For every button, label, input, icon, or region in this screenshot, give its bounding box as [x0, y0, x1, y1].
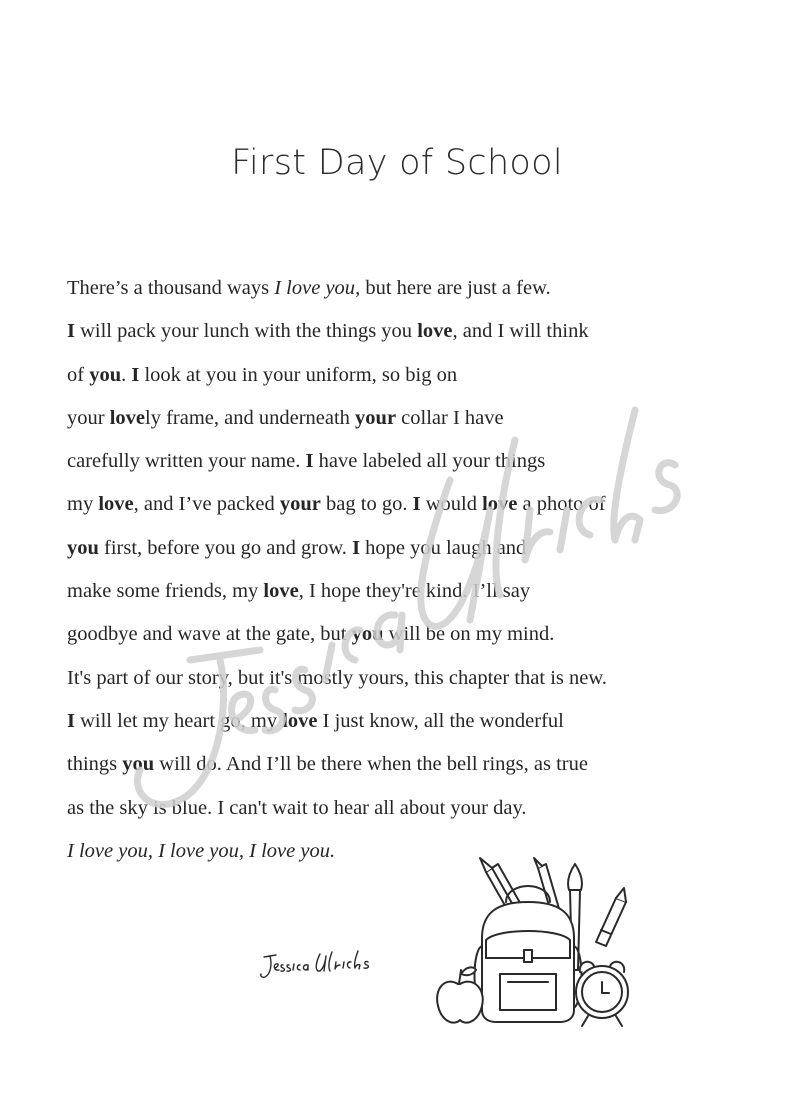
poem-text-run: ly frame, and underneath	[145, 406, 356, 429]
poem-line	[67, 618, 727, 661]
poem-text-run: will let my heart go, my	[74, 709, 283, 732]
backpack-icon	[475, 886, 582, 1022]
poem-text-run: you	[351, 623, 384, 646]
poem-line	[67, 748, 727, 791]
poem-line	[67, 402, 727, 445]
poem-line	[67, 272, 727, 315]
poem-text-run: will do. And I’ll be there when the bell rings, as true	[154, 753, 588, 776]
poem-text-run: There’s a thousand ways	[67, 277, 275, 299]
poem-text-run: you	[122, 753, 155, 776]
poem-text-run: .	[121, 363, 132, 386]
poem-text-run: will be on my mind.	[383, 623, 555, 646]
school-supplies-illustration	[428, 850, 648, 1030]
poem-line	[67, 792, 727, 835]
page-title: First Day of School	[231, 143, 563, 183]
poem-line	[67, 445, 727, 488]
poem-text-run: of	[67, 363, 90, 386]
poem-line	[67, 705, 727, 748]
poem-text-run: , and I’ve packed	[133, 493, 280, 516]
poem-text-run: your	[67, 406, 110, 429]
poem-text-run: goodbye and wave at the gate, but	[67, 623, 352, 646]
poem-text-run: a photo of	[517, 493, 606, 516]
poem-text-run: , I hope they're kind. I’ll say	[298, 580, 531, 603]
author-signature	[258, 948, 378, 984]
poem-text-run: I	[305, 450, 314, 473]
poem-text-run: make some friends, my	[67, 580, 264, 603]
poem-text-run: I	[67, 709, 75, 732]
poem-text-run: hope you laugh and	[360, 536, 527, 559]
poem-text-run: your	[279, 493, 321, 516]
poem-text-run: bag to go.	[320, 493, 413, 516]
poem-text-run: would	[420, 493, 483, 516]
poem-line	[67, 662, 727, 705]
poem-text-run: first, before you go and grow.	[98, 536, 353, 559]
poem-line	[67, 575, 727, 618]
poem-text-run: I love you	[274, 277, 356, 299]
poem-text-run: I	[352, 536, 361, 559]
poem-body	[67, 272, 727, 878]
poem-text-run: love	[482, 493, 518, 516]
poem-text-run: my	[67, 493, 99, 516]
poem-line	[67, 315, 727, 358]
alarm-clock-icon	[576, 962, 628, 1026]
poem-line	[67, 532, 727, 575]
poem-text-run: collar I have	[396, 406, 504, 429]
crayon-icon	[596, 888, 626, 946]
poem-text-run: It's part of our story, but it's mostly yours, this chapter that is new.	[67, 666, 607, 689]
poem-text-run: you	[67, 536, 99, 559]
poem-text-run: , but here are just a few.	[355, 277, 551, 299]
poem-text-run: love	[263, 580, 299, 603]
poem-text-run: your	[355, 406, 397, 429]
poem-text-run: I	[131, 363, 140, 386]
poem-text-run: carefully written your name.	[67, 450, 306, 473]
poem-text-run: I	[412, 493, 421, 516]
poem-line	[67, 488, 727, 531]
poem-text-run: love	[98, 493, 134, 516]
poem-text-run: look at you in your uniform, so big on	[139, 363, 458, 386]
poem-text-run: love	[417, 320, 453, 343]
poem-line	[67, 359, 727, 402]
poem-text-run: things	[67, 753, 123, 776]
poem-text-run: as the sky is blue. I can't wait to hear all about your day.	[67, 796, 527, 819]
poem-text-run: will pack your lunch with the things you	[74, 320, 418, 343]
poem-text-run: love	[282, 709, 318, 732]
poem-text-run: love	[109, 406, 145, 429]
apple-icon	[437, 967, 483, 1022]
poem-text-run: I	[67, 320, 75, 343]
poem-text-run: I just know, all the wonderful	[317, 709, 564, 732]
poem-text-run: you	[89, 363, 122, 386]
poem-text-run: I love you, I love you, I love you.	[67, 839, 336, 862]
poem-text-run: have labeled all your things	[313, 450, 546, 473]
poem-text-run: , and I will think	[452, 320, 589, 343]
